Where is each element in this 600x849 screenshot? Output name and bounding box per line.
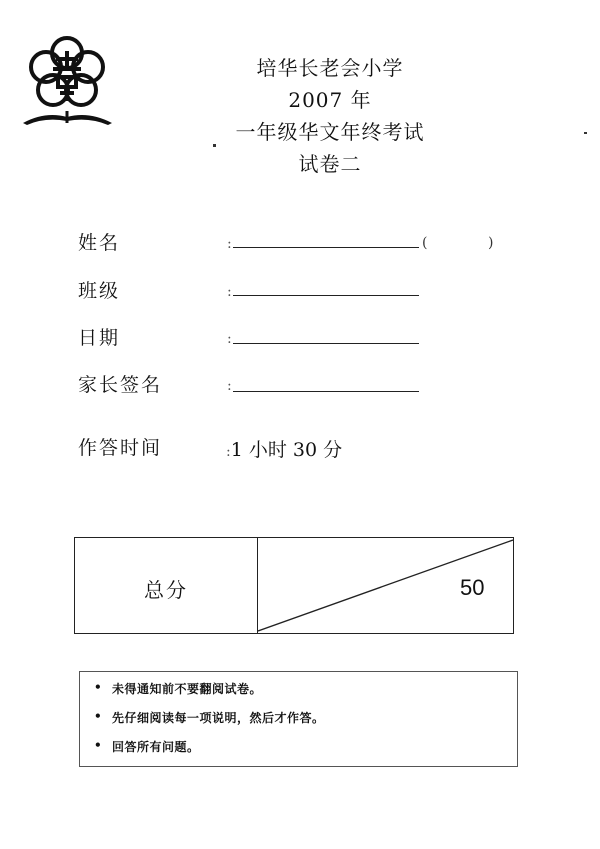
school-name: 培华长老会小学 <box>256 56 404 80</box>
class-field[interactable] <box>233 295 419 296</box>
exam-year: 2007 年 <box>288 88 372 112</box>
date-colon: : <box>227 331 232 347</box>
scan-speck <box>213 144 216 147</box>
class-number-open: ( <box>422 235 428 251</box>
time-label: 作答时间 <box>78 437 163 459</box>
class-number-close: ) <box>488 235 494 251</box>
class-colon: : <box>227 284 232 300</box>
instruction-item: • 回答所有问题。 <box>94 738 200 754</box>
score-box <box>74 537 514 634</box>
name-colon: : <box>227 236 232 252</box>
name-field[interactable] <box>233 247 419 248</box>
duration-value: :1 小时 30 分 <box>226 439 343 461</box>
scan-speck <box>584 132 587 134</box>
exam-title: 一年级华文年终考试 <box>235 120 425 144</box>
paper-title: 试卷二 <box>298 152 362 176</box>
class-label: 班级 <box>78 280 121 302</box>
date-field[interactable] <box>233 343 419 344</box>
instructions-box <box>79 671 518 767</box>
parent-signature-field[interactable] <box>233 391 419 392</box>
instruction-item: • 先仔细阅读每一项说明，然后才作答。 <box>94 709 325 725</box>
total-score-value: 50 <box>460 575 485 600</box>
date-label: 日期 <box>78 327 121 349</box>
total-score-label: 总分 <box>144 578 188 602</box>
parent-signature-colon: : <box>227 378 232 394</box>
instruction-item: • 未得通知前不要翻阅试卷。 <box>94 680 263 696</box>
parent-signature-label: 家长签名 <box>78 374 163 396</box>
name-label: 姓名 <box>78 232 121 254</box>
